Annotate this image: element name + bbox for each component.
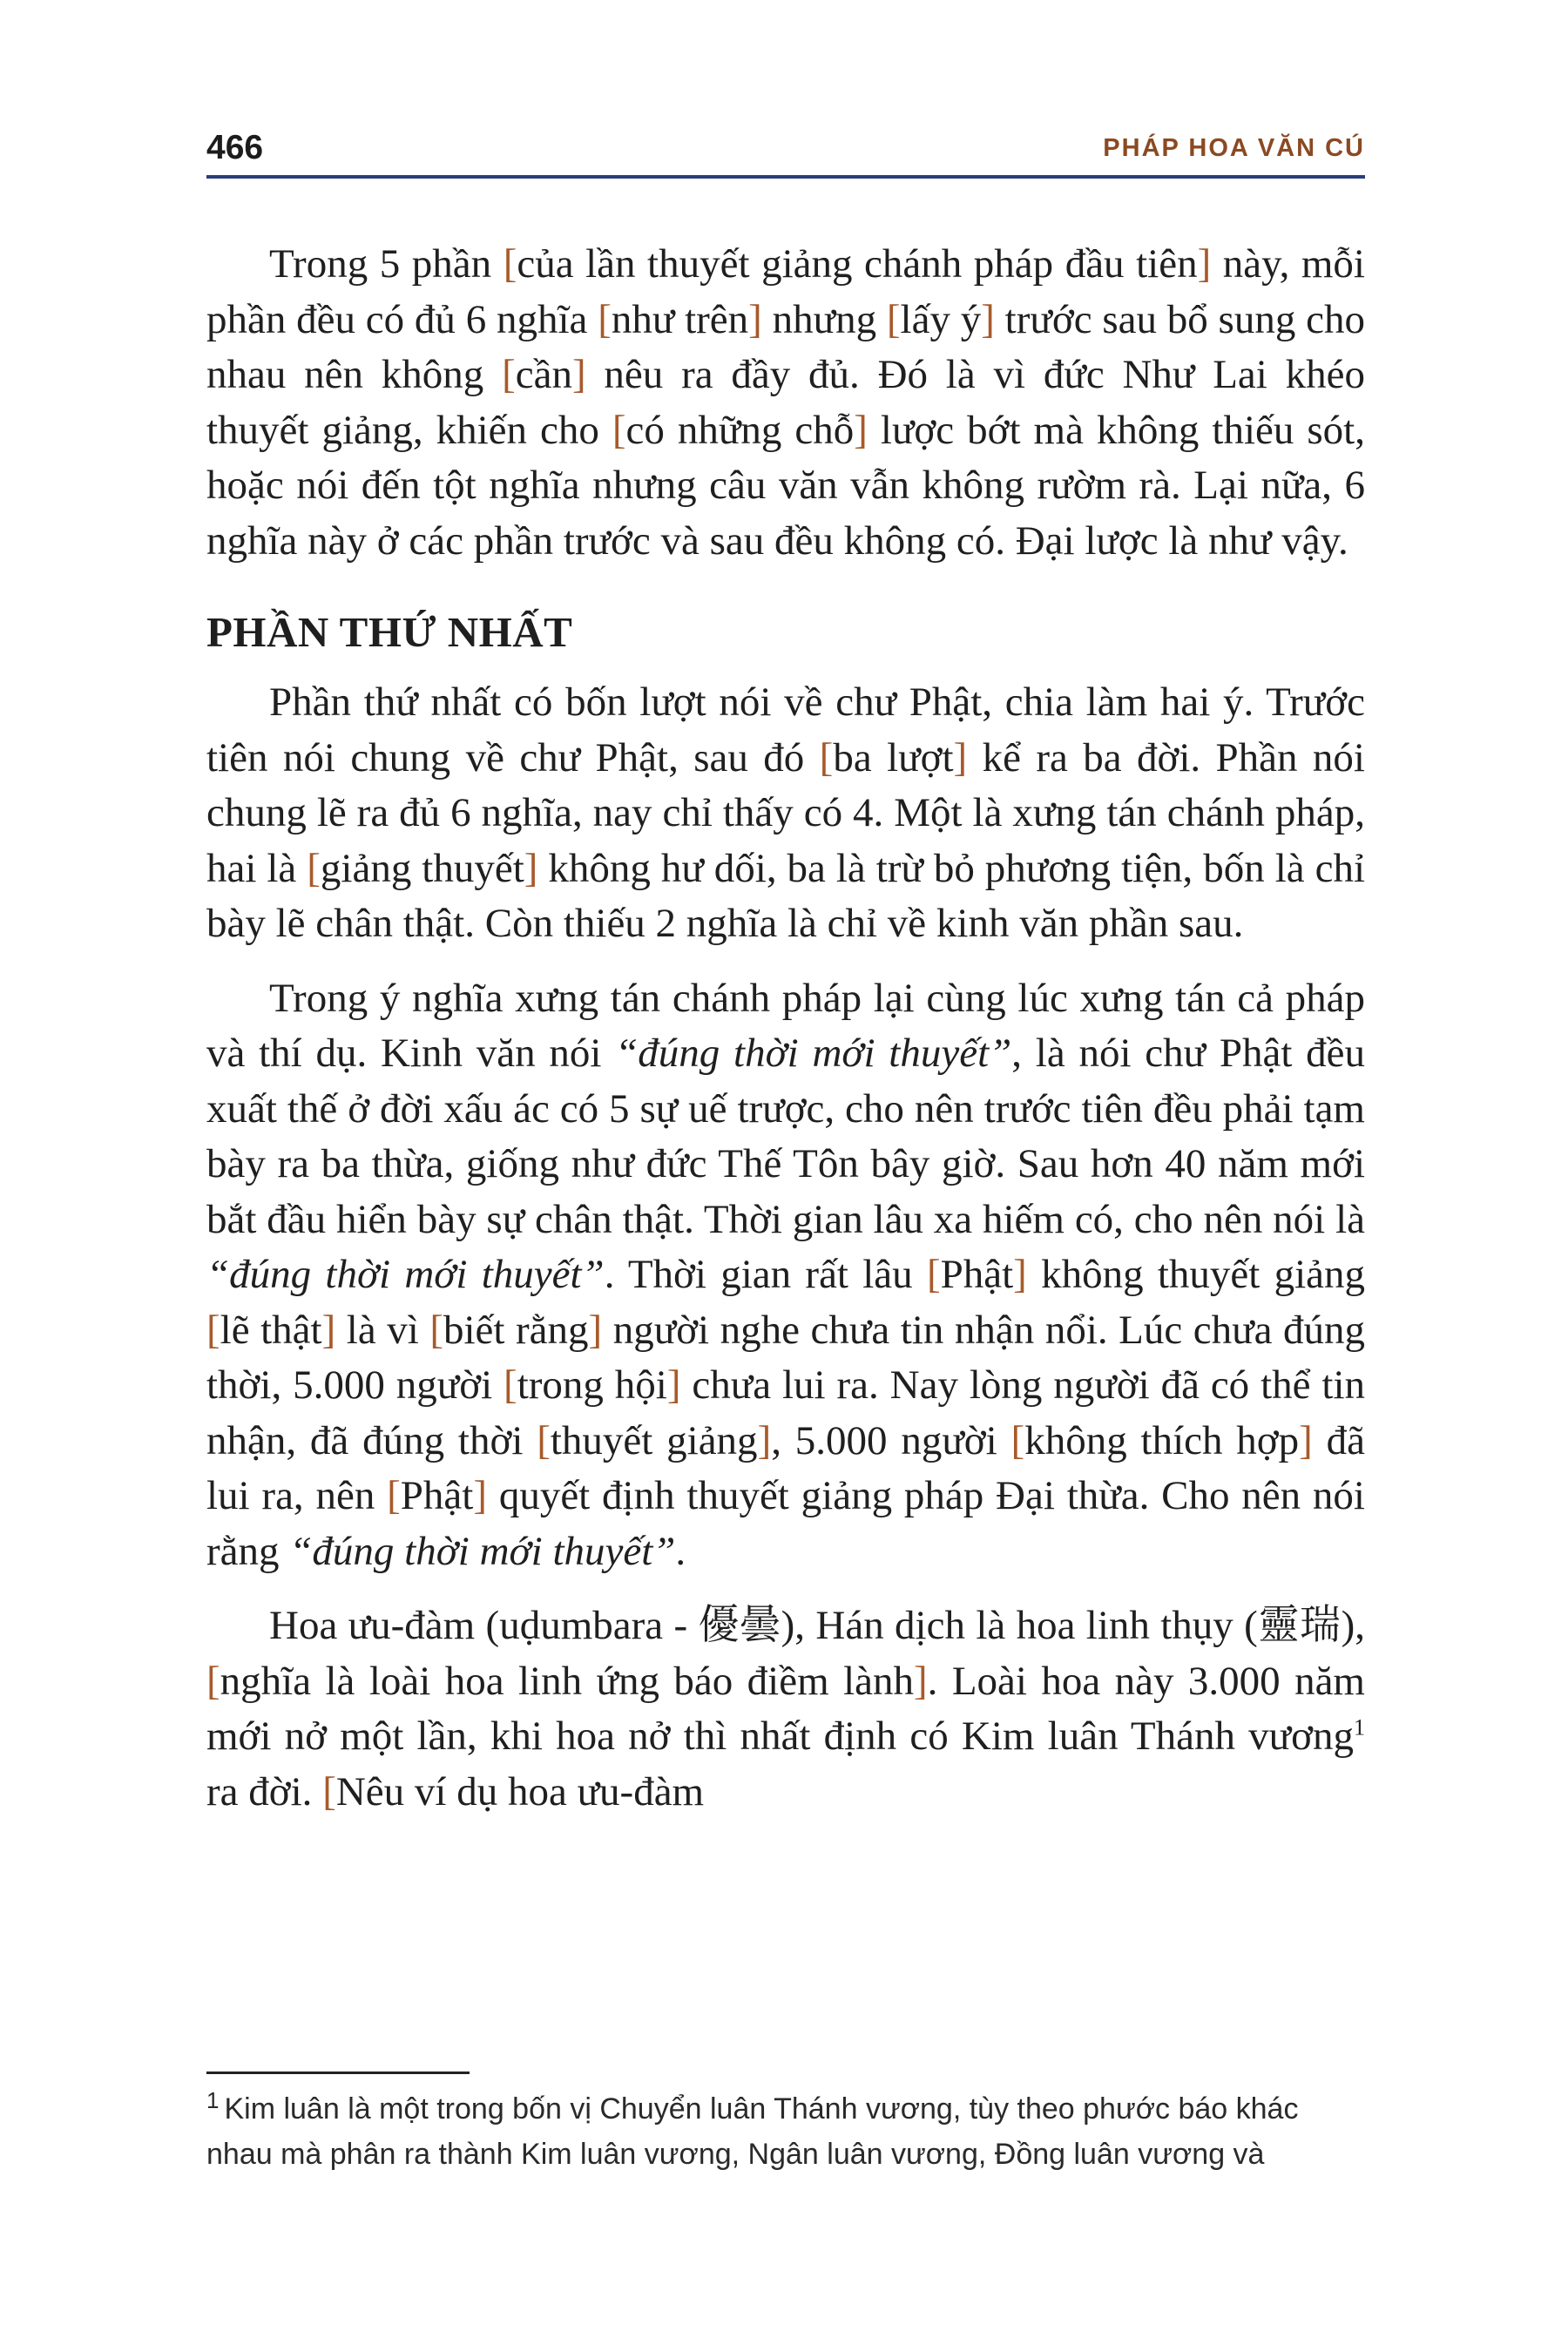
running-title: PHÁP HOA VĂN CÚ <box>1103 134 1365 162</box>
editorial-bracket: ] <box>1299 1417 1313 1463</box>
text-run: Phần thứ nhất có bốn lượt nói về chư Phật, chia làm hai ý. Trước tiên nói chung về chư Phật, sau đó <box>206 679 1365 781</box>
text-run: kể ra ba đời. Phần nói chung lẽ ra đủ 6 nghĩa, nay chỉ thấy có 4. Một là xưng tán chánh pháp, hai là <box>206 734 1365 891</box>
editorial-bracket: [ <box>1010 1417 1025 1463</box>
footnote-rule <box>206 2072 470 2074</box>
text-run: trước sau bổ sung cho nhau nên không <box>206 296 1365 397</box>
editorial-bracket: ] <box>748 296 762 342</box>
text-run: . Loài hoa này 3.000 năm mới nở một lần, khi hoa nở thì nhất định có Kim luân Thánh vương <box>206 1658 1365 1759</box>
text-run: ra đời. <box>206 1768 323 1815</box>
editorial-bracket: ] <box>914 1658 928 1704</box>
editorial-bracket: [ <box>886 296 901 342</box>
editorial-bracket: [ <box>612 407 626 453</box>
editorial-bracket: ] <box>757 1417 772 1463</box>
editorial-bracket: ] <box>953 734 968 781</box>
text-run: Hoa ưu-đàm (uḍumbara - 優曇), Hán dịch là hoa linh thụy (靈瑞), <box>269 1603 1365 1648</box>
editorial-bracket: ] <box>571 352 586 397</box>
text-run: lược bớt mà không thiếu sót, hoặc nói đến tột nghĩa nhưng câu văn vẫn không rườm rà. Lại nữa, 6 nghĩa này ở các phần trước và sau đều không có. Đại lược là như vậy. <box>206 407 1365 564</box>
text-run: Nêu ví dụ hoa ưu-đàm <box>335 1768 705 1815</box>
text-run: Phật <box>940 1252 1014 1297</box>
text-run: biết rằng <box>443 1307 589 1353</box>
editorial-bracket: ] <box>666 1362 681 1408</box>
editorial-bracket: ] <box>1013 1252 1027 1297</box>
body-text <box>206 237 1365 1820</box>
editorial-bracket: ] <box>321 1307 336 1353</box>
text-run: này, mỗi phần đều có đủ 6 nghĩa <box>206 241 1365 342</box>
footnote-number: 1 <box>206 2086 220 2113</box>
text-run: lấy ý <box>900 296 982 342</box>
text-run: giảng thuyết <box>320 845 524 891</box>
text-run: . Thời gian rất lâu <box>604 1252 927 1297</box>
sutra-quote: “đúng thời mới thuyết” <box>289 1528 676 1574</box>
editorial-bracket: [ <box>322 1768 336 1815</box>
text-run: của lần thuyết giảng chánh pháp đầu tiên <box>517 241 1198 287</box>
sutra-quote: “đúng thời mới thuyết” <box>206 1252 605 1297</box>
footnote <box>206 2086 1365 2177</box>
footnote-text: Kim luân là một trong bốn vị Chuyển luân Thánh vương, tùy theo phước báo khác nhau mà phân ra thành Kim luân vương, Ngân luân vương, Đồng luân vương và <box>206 2092 1299 2171</box>
text-run: Phật <box>400 1473 474 1518</box>
editorial-bracket: ] <box>981 296 995 342</box>
editorial-bracket: [ <box>926 1252 941 1297</box>
text-run: cần <box>515 352 572 397</box>
editorial-bracket: [ <box>502 352 516 397</box>
editorial-bracket: [ <box>307 845 321 891</box>
text-run: là vì <box>335 1307 430 1353</box>
text-run: chưa lui ra. Nay lòng người đã có thể tin nhận, đã đúng thời <box>206 1362 1365 1463</box>
footnote-ref: 1 <box>1354 1714 1365 1740</box>
editorial-bracket: [ <box>503 241 517 287</box>
paragraph <box>206 971 1365 1580</box>
editorial-bracket: ] <box>1197 241 1212 287</box>
editorial-bracket: [ <box>429 1307 443 1353</box>
text-run: ba lượt <box>833 734 954 781</box>
paragraph <box>206 237 1365 569</box>
editorial-bracket: ] <box>854 407 868 453</box>
text-run: thuyết giảng <box>550 1417 758 1463</box>
editorial-bracket: [ <box>819 734 834 781</box>
text-run: nghĩa là loài hoa linh ứng báo điềm lành <box>220 1658 914 1704</box>
paragraph <box>206 1598 1365 1820</box>
text-run: , 5.000 người <box>771 1417 1011 1463</box>
header-rule <box>206 175 1365 179</box>
text-run: . <box>675 1528 686 1574</box>
text-run: trong hội <box>517 1362 667 1408</box>
sutra-quote: “đúng thời mới thuyết” <box>615 1031 1012 1076</box>
text-run: như trên <box>611 296 749 342</box>
editorial-bracket: [ <box>598 296 612 342</box>
page-number: 466 <box>206 129 264 166</box>
editorial-bracket: [ <box>387 1473 401 1518</box>
text-run: đã lui ra, nên <box>206 1417 1365 1518</box>
text-run: nêu ra đầy đủ. Đó là vì đức Như Lai khéo thuyết giảng, khiến cho <box>206 352 1365 453</box>
editorial-bracket: [ <box>206 1658 220 1704</box>
editorial-bracket: [ <box>504 1362 517 1408</box>
text-run: , là nói chư Phật đều xuất thế ở đời xấu ác có 5 sự uế trược, cho nên trước tiên đều phải tạm bày ra ba thừa, giống như đức Thế Tôn bây giờ. Sau hơn 40 năm mới bắt đầu hiển bày sự chân thật. Thời gian lâu xa hiếm có, cho nên nói là <box>206 1031 1365 1242</box>
text-run: có những chỗ <box>625 407 855 453</box>
editorial-bracket: [ <box>206 1307 220 1353</box>
editorial-bracket: ] <box>588 1307 603 1353</box>
text-run: Trong 5 phần <box>269 241 504 287</box>
page-header <box>206 120 1365 181</box>
text-run: quyết định thuyết giảng pháp Đại thừa. Cho nên nói rằng <box>206 1473 1365 1574</box>
text-run: lẽ thật <box>220 1307 322 1353</box>
paragraph <box>206 675 1365 952</box>
editorial-bracket: [ <box>537 1417 551 1463</box>
section-heading: PHẦN THỨ NHẤT <box>206 608 573 656</box>
text-run: không thuyết giảng <box>1026 1252 1365 1297</box>
text-run: người nghe chưa tin nhận nổi. Lúc chưa đúng thời, 5.000 người <box>206 1307 1365 1408</box>
text-run: nhưng <box>761 296 887 342</box>
text-run: Trong ý nghĩa xưng tán chánh pháp lại cùng lúc xưng tán cả pháp và thí dụ. Kinh văn nói <box>206 975 1365 1076</box>
editorial-bracket: ] <box>524 845 538 891</box>
editorial-bracket: ] <box>473 1473 488 1518</box>
text-run: không hư dối, ba là trừ bỏ phương tiện, bốn là chỉ bày lẽ chân thật. Còn thiếu 2 nghĩa là chỉ về kinh văn phần sau. <box>206 845 1365 946</box>
text-run: không thích hợp <box>1024 1417 1300 1463</box>
